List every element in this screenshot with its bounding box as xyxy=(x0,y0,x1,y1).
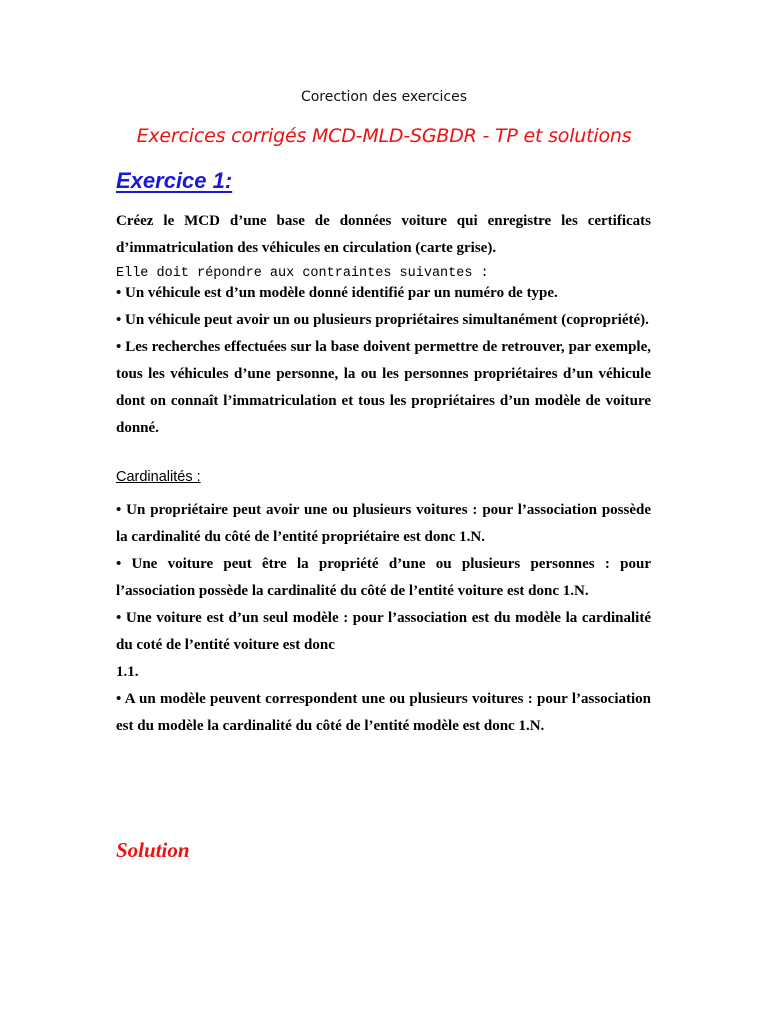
exercise-intro: Créez le MCD d’une base de données voiture qui enregistre les certificats d’immatriculation des véhicules en circulation (carte grise). xyxy=(116,213,651,256)
cardinalite-item: • A un modèle peuvent correspondent une ou plusieurs voitures : pour l’association est du modèle la cardinalité du côté de l’entité modèle est donc 1.N. xyxy=(116,691,651,734)
constraint-item: • Un véhicule est d’un modèle donné identifié par un numéro de type. xyxy=(116,285,558,301)
cardinalite-item: • Une voiture est d’un seul modèle : pour l’association est du modèle la cardinalité du coté de l’entité voiture est donc xyxy=(116,610,651,653)
constraint-item: • Un véhicule peut avoir un ou plusieurs propriétaires simultanément (copropriété). xyxy=(116,312,649,328)
cardinalite-item: 1.1. xyxy=(116,664,139,680)
exercise-heading: Exercice 1: xyxy=(116,168,233,193)
constraint-item: • Les recherches effectuées sur la base doivent permettre de retrouver, par exemple, tous les véhicules d’une personne, la ou les personnes propriétaires d’un véhicule dont on connaît l’immatriculation et tous les propriétaires d’un modèle de voiture donné. xyxy=(116,339,651,436)
solution-heading: Solution xyxy=(116,838,190,862)
exercise-content xyxy=(116,208,651,740)
cardinalites-heading: Cardinalités : xyxy=(116,469,201,485)
cardinalite-item: • Une voiture peut être la propriété d’une ou plusieurs personnes : pour l’association possède la cardinalité du côté de l’entité voiture est donc 1.N. xyxy=(116,556,651,599)
constraints-intro: Elle doit répondre aux contraintes suivantes : xyxy=(116,266,489,281)
cardinalite-item: • Un propriétaire peut avoir une ou plusieurs voitures : pour l’association possède la cardinalité du côté de l’entité propriétaire est donc 1.N. xyxy=(116,502,651,545)
document-subtitle: Corection des exercices xyxy=(300,89,468,105)
document-title: Exercices corrigés MCD-MLD-SGBDR - TP et solutions xyxy=(136,125,632,147)
